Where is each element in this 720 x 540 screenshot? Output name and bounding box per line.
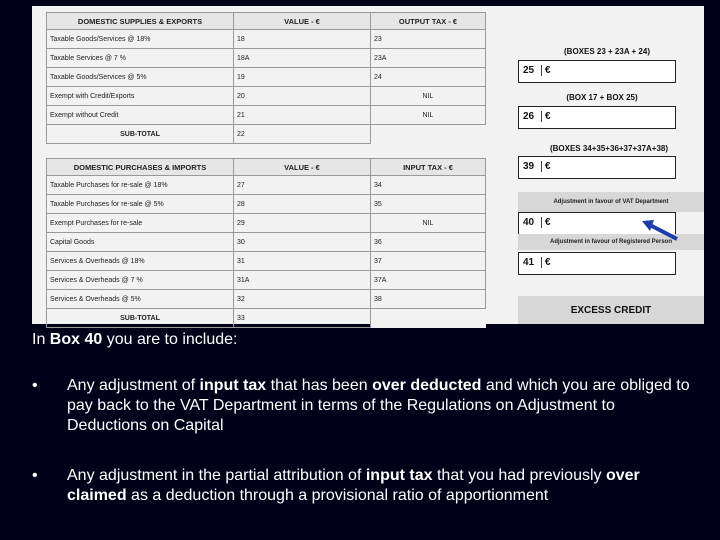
table-row	[47, 252, 486, 271]
intro-line	[32, 330, 237, 350]
table-row	[47, 271, 486, 290]
bullet-text-part: that you had previously	[436, 467, 602, 484]
box-number: 25	[523, 65, 535, 76]
boxes-23-caption: (BOXES 23 + 23A + 24)	[564, 47, 650, 56]
value-cell[interactable]: 27	[234, 176, 371, 195]
input-tax-emphasis: input tax	[365, 467, 433, 484]
value-cell[interactable]: 28	[234, 195, 371, 214]
value-cell[interactable]: 29	[234, 214, 371, 233]
tax-cell: NIL	[371, 106, 486, 125]
vat-return-form	[32, 6, 704, 324]
intro-pre: In	[32, 331, 46, 348]
bullet-icon: •	[32, 377, 38, 394]
adjustment-vat-department	[518, 192, 704, 212]
table-row	[47, 87, 486, 106]
tax-cell[interactable]: 35	[371, 195, 486, 214]
bullet-text-part: Any adjustment in the partial attribution of	[67, 467, 362, 484]
euro-sign: €	[541, 217, 551, 228]
value-cell[interactable]: 33	[234, 309, 371, 328]
box-number: 40	[523, 217, 535, 228]
bullet-icon: •	[32, 467, 38, 484]
subtotal-row	[47, 309, 486, 328]
row-label: Capital Goods	[47, 233, 234, 252]
intro-post: you are to include:	[106, 331, 238, 348]
column-header: DOMESTIC PURCHASES & IMPORTS	[47, 159, 234, 176]
euro-sign: €	[541, 111, 551, 122]
column-header: VALUE - €	[234, 13, 371, 30]
bullet-text-part: as a deduction through a provisional ratio of apportionment	[131, 487, 549, 504]
tax-cell[interactable]: 34	[371, 176, 486, 195]
table-row	[47, 195, 486, 214]
value-cell[interactable]: 18A	[234, 49, 371, 68]
box-41[interactable]	[518, 252, 676, 275]
table-row	[47, 176, 486, 195]
value-cell[interactable]: 31	[234, 252, 371, 271]
bullet-text-part: Any adjustment of	[67, 377, 196, 394]
box-17-caption: (BOX 17 + BOX 25)	[566, 93, 638, 102]
row-label: Services & Overheads @ 18%	[47, 252, 234, 271]
row-label: Taxable Services @ 7 %	[47, 49, 234, 68]
table-header-row	[47, 159, 486, 176]
value-cell[interactable]: 22	[234, 125, 371, 144]
box-number: 41	[523, 257, 535, 268]
row-label: Exempt without Credit	[47, 106, 234, 125]
table-row	[47, 30, 486, 49]
adjustment-registered-label: Adjustment in favour of Registered Person	[549, 239, 673, 245]
row-label: Exempt Purchases for re-sale	[47, 214, 234, 233]
arrow-pointer-icon	[640, 218, 680, 242]
tax-cell[interactable]: 23	[371, 30, 486, 49]
box-number: 26	[523, 111, 535, 122]
over-deducted-emphasis: over deducted	[372, 377, 482, 394]
value-cell[interactable]: 31A	[234, 271, 371, 290]
row-label: Taxable Purchases for re-sale @ 18%	[47, 176, 234, 195]
bullet-text-part: and which you are obliged to pay back to the VAT Department in terms of the Regulations on Adjustment to Deductions on Capital	[67, 377, 690, 434]
column-header: DOMESTIC SUPPLIES & EXPORTS	[47, 13, 234, 30]
row-label: Exempt with Credit/Exports	[47, 87, 234, 106]
box-26[interactable]	[518, 106, 676, 129]
bullet-text	[67, 466, 692, 506]
value-cell[interactable]: 20	[234, 87, 371, 106]
euro-sign: €	[541, 161, 551, 172]
table-header-row	[47, 13, 486, 30]
tax-cell[interactable]: 24	[371, 68, 486, 87]
empty-cell	[371, 125, 486, 144]
column-header: OUTPUT TAX - €	[371, 13, 486, 30]
row-label: Taxable Goods/Services @ 5%	[47, 68, 234, 87]
table-row	[47, 68, 486, 87]
value-cell[interactable]: 32	[234, 290, 371, 309]
tax-cell[interactable]: 37	[371, 252, 486, 271]
supplies-table	[46, 12, 486, 144]
boxes-34-caption: (BOXES 34+35+36+37+37A+38)	[549, 144, 669, 153]
value-cell[interactable]: 19	[234, 68, 371, 87]
column-header: VALUE - €	[234, 159, 371, 176]
row-label: SUB-TOTAL	[47, 125, 234, 144]
box-39[interactable]	[518, 156, 676, 179]
tax-cell[interactable]: 38	[371, 290, 486, 309]
euro-sign: €	[541, 65, 551, 76]
table-row	[47, 214, 486, 233]
table-row	[47, 49, 486, 68]
box-40-emphasis: Box 40	[49, 331, 103, 348]
bullet-text-part: that has been	[270, 377, 368, 394]
column-header: INPUT TAX - €	[371, 159, 486, 176]
value-cell[interactable]: 21	[234, 106, 371, 125]
bullet-text	[67, 376, 692, 436]
row-label: Taxable Goods/Services @ 18%	[47, 30, 234, 49]
table-row	[47, 106, 486, 125]
input-tax-emphasis: input tax	[199, 377, 267, 394]
row-label: SUB-TOTAL	[47, 309, 234, 328]
row-label: Services & Overheads @ 7 %	[47, 271, 234, 290]
value-cell[interactable]: 30	[234, 233, 371, 252]
table-row	[47, 233, 486, 252]
adjustment-vat-label: Adjustment in favour of VAT Department	[553, 199, 669, 205]
empty-cell	[371, 309, 486, 328]
table-row	[47, 290, 486, 309]
over-claimed-emphasis: over claimed	[67, 467, 640, 504]
purchases-table	[46, 158, 486, 328]
excess-credit: EXCESS CREDIT	[518, 296, 704, 324]
box-number: 39	[523, 161, 535, 172]
box-25[interactable]	[518, 60, 676, 83]
value-cell[interactable]: 18	[234, 30, 371, 49]
row-label: Services & Overheads @ 5%	[47, 290, 234, 309]
tax-cell: NIL	[371, 87, 486, 106]
tax-cell[interactable]: 37A	[371, 271, 486, 290]
tax-cell[interactable]: 23A	[371, 49, 486, 68]
tax-cell: NIL	[371, 214, 486, 233]
row-label: Taxable Purchases for re-sale @ 5%	[47, 195, 234, 214]
tax-cell[interactable]: 36	[371, 233, 486, 252]
subtotal-row	[47, 125, 486, 144]
euro-sign: €	[541, 257, 551, 268]
